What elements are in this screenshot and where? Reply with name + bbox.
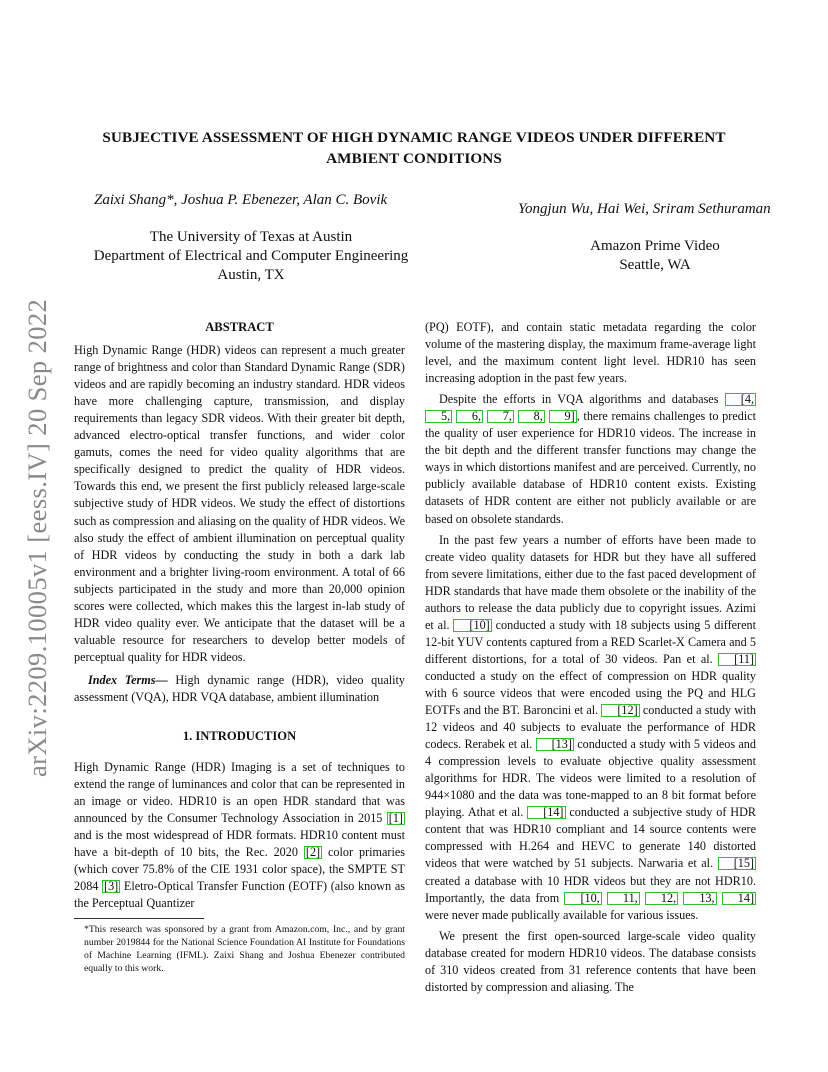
index-terms-label: Index Terms— <box>88 672 168 687</box>
citation-link[interactable]: [10] <box>453 619 491 632</box>
citation-link[interactable]: [1] <box>388 811 403 826</box>
citation-link[interactable]: 12, <box>645 892 678 905</box>
footnote <box>74 923 405 975</box>
affiliation-left-city: Austin, TX <box>217 267 285 283</box>
abstract-text: High Dynamic Range (HDR) videos can represent a much greater range of brightness and color than Standard Dynamic Range (SDR) videos and are rapidly becoming an industry standard. HDR videos have more challenging capture, transmission, and display requirements than legacy SDR videos. With their greater bit depth, advanced electro-optical transfer functions, and wider color gamuts, comes the need for video quality algorithms that are specifically designed to predict the quality of HDR videos. Towards this end, we present the first publicly released large-scale subjective study of HDR videos. We study the effect of distortions such as compression and aliasing on the quality of HDR videos. We also study the effect of ambient illumination on perceptual quality of HDR videos by conducting the study in both a dark lab environment and a brighter living-room environment. A total of 66 subjects participated in the study and more than 20,000 opinion scores were collected, which makes this the largest in-lab study of HDR video quality ever. We anticipate that the dataset will be a valuable resource for researchers to develop better models of perceptual quality for HDR videos. <box>74 343 405 664</box>
introduction-paragraph: High Dynamic Range (HDR) Imaging is a set of techniques to extend the range of luminances and color that can be represented in an image or video. HDR10 is an open HDR standard that was announced by the Consumer Technology Association in 2015 [1] and is the most widespread of HDR formats. HDR10 content must have a bit-depth of 10 bits, the Rec. 2020 [2] color primaries (which cover 75.8% of the CIE 1931 color space), the SMPTE ST 2084 [3] Eletro-Optical Transfer Function (EOTF) (also known as the Perceptual Quantizer <box>74 760 405 911</box>
citation-link[interactable]: 11, <box>607 892 640 905</box>
affiliation-left-university: The University of Texas at Austin <box>149 229 353 245</box>
title-line-2: AMBIENT CONDITIONS <box>326 150 502 167</box>
index-terms <box>74 672 405 706</box>
citation-link[interactable]: 8, <box>518 410 545 423</box>
left-column <box>74 319 405 913</box>
citation-link[interactable]: 14] <box>722 892 756 905</box>
title-line-1: SUBJECTIVE ASSESSMENT OF HIGH DYNAMIC RANGE VIDEOS UNDER DIFFERENT <box>102 129 726 146</box>
affiliation-right-city: Seattle, WA <box>619 257 691 273</box>
affiliation-left <box>70 228 432 285</box>
citation-link[interactable]: 9] <box>549 410 577 423</box>
index-terms-text: High dynamic range (HDR), video quality assessment (VQA), HDR VQA database, ambient illumination <box>74 672 405 704</box>
citation-link[interactable]: [10, <box>564 892 601 905</box>
paper-title <box>60 127 768 169</box>
citation-link[interactable]: [11] <box>718 653 756 666</box>
right-paragraph-2: Despite the efforts in VQA algorithms and databases [4, 5, 6, 7, 8, 9] , there remains challenges to predict the quality of user experience for HDR10 videos. The increase in the bit depth and the different transfer functions may change the ways in which distortions manifest and are perceived. Currently, no publicly available database of HDR10 content exists. Existing datasets of HDR content are either not publicly available or are based on obsolete standards. <box>425 392 757 526</box>
citation-link[interactable]: 5, <box>425 410 452 423</box>
citation-link[interactable]: 7, <box>487 410 514 423</box>
footnote-text: *This research was sponsored by a grant from Amazon.com, Inc., and by grant number 2019844 for the National Science Foundation AI Institute for Foundations of Machine Learning (IFML). Zaixi Shang and Joshua Ebenezer contributed equally to this work. <box>84 924 405 975</box>
citation-link[interactable]: [13] <box>536 738 574 751</box>
right-paragraph-4: We present the first open-sourced large-scale video quality database created for modern HDR10 videos. The database consists of 310 videos created from 31 reference contents that have been distorted by compression and aliasing. The <box>425 928 756 994</box>
citation-link[interactable]: 13, <box>683 892 716 905</box>
abstract-heading: ABSTRACT <box>205 320 274 334</box>
citation-link[interactable]: [3] <box>104 879 119 894</box>
authors-left: Zaixi Shang*, Joshua P. Ebenezer, Alan C. Bovik <box>94 192 388 208</box>
arxiv-identifier: arXiv:2209.10005v1 [eess.IV] 20 Sep 2022 <box>22 298 52 777</box>
citation-link[interactable]: [4, <box>725 393 756 406</box>
citation-link[interactable]: 6, <box>456 410 483 423</box>
authors-right: Yongjun Wu, Hai Wei, Sriram Sethuraman <box>518 201 771 217</box>
affiliation-left-department: Department of Electrical and Computer Engineering <box>93 248 409 264</box>
affiliation-right-company: Amazon Prime Video <box>590 238 720 254</box>
citation-link[interactable]: [2] <box>305 845 321 860</box>
right-paragraph-1: (PQ) EOTF), and contain static metadata regarding the color volume of the mastering display, the maximum frame-average light level, and the maximum content light level. HDR10 has seen increasing adoption in the past few years. <box>425 320 756 386</box>
right-paragraph-3: In the past few years a number of efforts have been made to create video quality datasets for HDR but they have all suffered from severe limitations, either due to the fast paced development of HDR standards that have made them obsolete or the inability of the authors to release the data publicly due to copyright issues. Azimi et al. [10] conducted a study with 18 subjects using 5 different 12-bit YUV contents captured from a RED Scarlet-X Camera and 5 different distortions, for a total of 30 videos. Pan et al. [11] conducted a study on the effect of compression on HDR quality with 6 source videos that were encoded using the PQ and HLG EOTFs and the BT. Baroncini et al. [12] conducted a study with 12 videos and 40 subjects to evaluate the performance of HDR codecs. Rerabek et al. [13] conducted a study with 5 videos and 4 compression levels to evaluate objective quality assessment algorithms for HDR. The videos were limited to a resolution of 944×1080 and the data was tone-mapped to an 8 bit format before playing. Athat et al. [14] conducted a subjective study of HDR content that was HDR10 compliant and 14 source contents were compressed with H.264 and HEVC to generate 140 distorted videos that were watched by 51 subjects. Narwaria et al. [15] created a database with 10 HDR videos but they are not HDR10. Importantly, the data from [10, 11, 12, 13, 14] were never made publically available for various issues. <box>425 532 756 922</box>
affiliation-right <box>555 237 755 275</box>
introduction-heading: 1. INTRODUCTION <box>182 729 297 744</box>
citation-link[interactable]: [15] <box>718 857 756 870</box>
citation-link[interactable]: [12] <box>601 704 639 717</box>
footnote-rule <box>74 918 204 919</box>
citation-link[interactable]: [14] <box>527 806 565 819</box>
right-column <box>425 319 756 996</box>
